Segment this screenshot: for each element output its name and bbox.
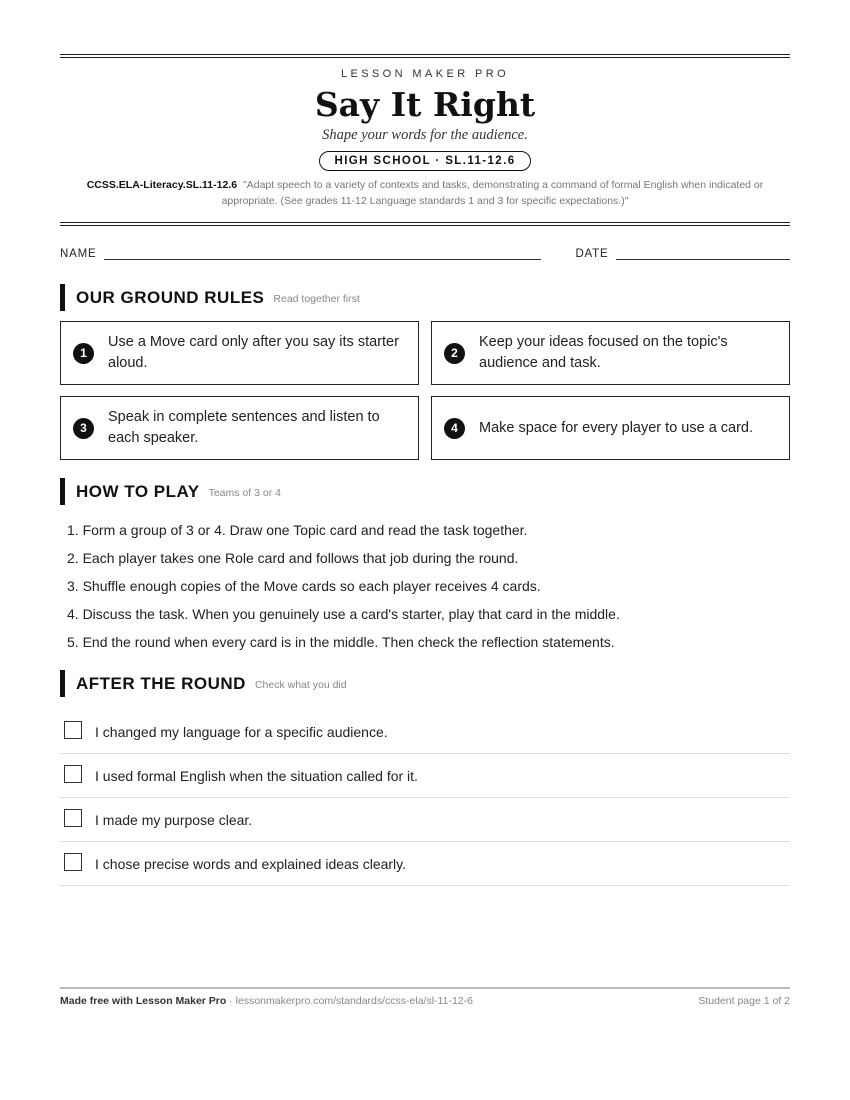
checklist-row xyxy=(60,798,790,842)
checklist-row xyxy=(60,754,790,798)
reflection-checklist xyxy=(60,710,790,886)
section-title: OUR GROUND RULES xyxy=(76,287,265,307)
checklist-text: I made my purpose clear. xyxy=(95,811,253,828)
standard-code: CCSS.ELA-Literacy.SL.11-12.6 xyxy=(86,179,238,191)
header-top-rule xyxy=(60,54,790,58)
checklist-text: I changed my language for a specific audience. xyxy=(95,723,388,740)
standard-text: "Adapt speech to a variety of contexts and tasks, demonstrating a command of formal English when indicated or appropriate. (See grades 11-12 Language standards 1 and 3 for specific expectations.)" xyxy=(221,179,764,207)
list-item: 3. Shuffle enough copies of the Move cards so each player receives 4 cards. xyxy=(67,578,541,594)
page-footer xyxy=(60,987,790,1007)
rule-number-badge: 1 xyxy=(73,343,94,364)
checklist-text: I used formal English when the situation called for it. xyxy=(95,767,418,784)
date-field[interactable] xyxy=(616,259,790,260)
list-item: 4. Discuss the task. When you genuinely use a card's starter, play that card in the middle. xyxy=(67,606,620,622)
list-item: 1. Form a group of 3 or 4. Draw one Topic card and read the task together. xyxy=(67,522,528,538)
section-title: AFTER THE ROUND xyxy=(76,673,246,693)
rule-number-badge: 4 xyxy=(444,418,465,439)
rule-text: Keep your ideas focused on the topic's audience and task. xyxy=(479,334,728,371)
section-how-to-play xyxy=(60,478,790,505)
level-badge: HIGH SCHOOL · SL.11-12.6 xyxy=(319,151,530,171)
checklist-row xyxy=(60,842,790,886)
rule-card-1 xyxy=(60,321,419,385)
section-hint: Read together first xyxy=(273,293,360,305)
rule-number-badge: 3 xyxy=(73,418,94,439)
footer-made-with: Made free with Lesson Maker Pro xyxy=(60,995,227,1007)
page-title: Say It Right xyxy=(314,85,536,124)
rule-text: Make space for every player to use a card. xyxy=(479,419,754,436)
header-bottom-rule xyxy=(60,222,790,226)
name-field[interactable] xyxy=(104,259,541,260)
footer-credit xyxy=(60,995,473,1007)
list-item: 2. Each player takes one Role card and follows that job during the round. xyxy=(67,550,519,566)
ground-rules-grid xyxy=(60,321,790,460)
level-badge-wrap xyxy=(60,151,790,171)
section-ground-rules xyxy=(60,284,790,311)
footer-page-info: Student page 1 of 2 xyxy=(698,995,790,1007)
footer-url: · lessonmakerpro.com/standards/ccss-ela/sl-11-12-6 xyxy=(226,995,473,1007)
play-steps-list xyxy=(60,516,790,656)
section-title: HOW TO PLAY xyxy=(76,481,200,501)
page-subtitle: Shape your words for the audience. xyxy=(322,127,528,143)
rule-text: Use a Move card only after you say its starter aloud. xyxy=(108,334,399,371)
name-label: NAME xyxy=(60,248,97,260)
checkbox[interactable] xyxy=(64,853,82,871)
section-hint: Check what you did xyxy=(254,679,347,691)
section-hint: Teams of 3 or 4 xyxy=(208,487,281,499)
checklist-row xyxy=(60,710,790,754)
worksheet-page xyxy=(60,54,790,886)
name-date-row xyxy=(60,244,790,260)
rule-number-badge: 2 xyxy=(444,343,465,364)
list-item: 5. End the round when every card is in the middle. Then check the reflection statements. xyxy=(67,634,615,650)
brand-label: LESSON MAKER PRO xyxy=(340,68,510,80)
date-label: DATE xyxy=(575,248,609,260)
rule-card-3 xyxy=(60,396,419,460)
checkbox[interactable] xyxy=(64,721,82,739)
checklist-text: I chose precise words and explained ideas clearly. xyxy=(95,855,407,872)
rule-text: Speak in complete sentences and listen to each speaker. xyxy=(108,409,380,446)
section-after-round xyxy=(60,670,790,697)
rule-card-4 xyxy=(431,396,790,460)
standard-description xyxy=(60,177,790,209)
rule-card-2 xyxy=(431,321,790,385)
checkbox[interactable] xyxy=(64,765,82,783)
checkbox[interactable] xyxy=(64,809,82,827)
